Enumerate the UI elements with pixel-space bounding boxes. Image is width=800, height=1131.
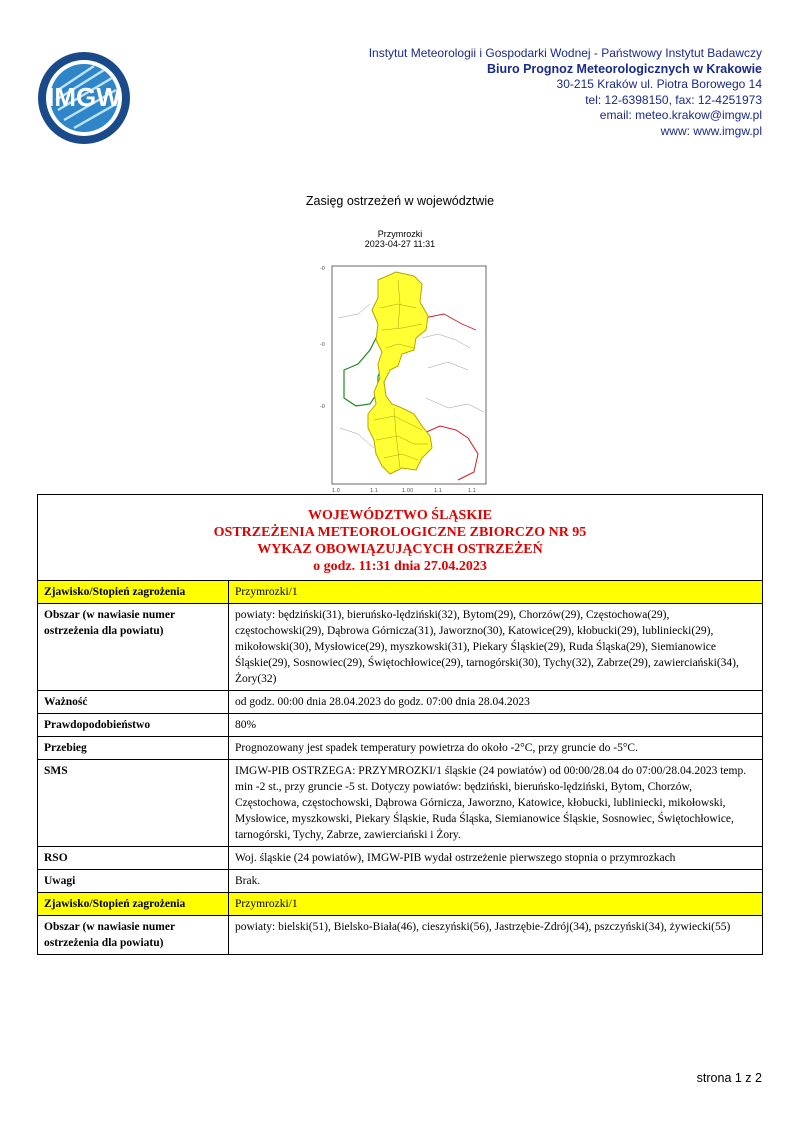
institute-header <box>369 46 762 139</box>
table-row <box>38 737 763 760</box>
office-email: email: meteo.krakow@imgw.pl <box>599 108 762 122</box>
office-address: 30-215 Kraków ul. Piotra Borowego 14 <box>556 77 762 91</box>
logo-text: IMGW <box>47 82 121 112</box>
office-name: Biuro Prognoz Meteorologicznych w Krakowie <box>486 61 762 76</box>
voivodeship-title: WOJEWÓDZTWO ŚLĄSKIE <box>308 508 492 523</box>
table-row <box>38 916 763 955</box>
warning-map <box>318 258 494 494</box>
warning-table <box>37 494 763 955</box>
table-row <box>38 581 763 604</box>
institute-name: Instytut Meteorologii i Gospodarki Wodnej - Państwowy Instytut Badawczy <box>368 46 762 60</box>
row-label: Przebieg <box>38 737 229 760</box>
list-title: WYKAZ OBOWIĄZUJĄCYCH OSTRZEŻEŃ <box>257 542 543 557</box>
row-label: Uwagi <box>38 870 229 893</box>
row-label: SMS <box>38 760 229 847</box>
svg-text:-0: -0 <box>320 342 325 348</box>
section-title: Zasięg ostrzeżeń w województwie <box>305 194 495 208</box>
office-www: www: www.imgw.pl <box>660 123 762 138</box>
page-number: strona 1 z 2 <box>696 1071 762 1085</box>
warning-header <box>38 495 763 581</box>
row-value: powiaty: będziński(31), bieruńsko-lędziński(32), Bytom(29), Chorzów(29), Częstochowa(29), częstochowski(29), Dąbrowa Górnicza(31), Jaworzno(30), Katowice(29), kłobucki(29), lubliniecki(29), mikołowski(30), Mysłowice(29), myszkowski(31), Piekary Śląskie(29), Ruda Śląska(29), Siemianowice Śląskie(29), Sosnowiec(29), Świętochłowice(29), tarnogórski(30), Tychy(32), Zabrze(29), zawierciański(34), Żory(32) <box>229 604 763 691</box>
map-caption <box>0 229 800 249</box>
map-phenomenon: Przymrozki <box>377 229 423 239</box>
row-label: Zjawisko/Stopień zagrożenia <box>38 581 229 604</box>
row-label: Obszar (w nawiasie numer ostrzeżenia dla powiatu) <box>38 604 229 691</box>
svg-text:1.1: 1.1 <box>468 488 476 494</box>
table-row <box>38 893 763 916</box>
row-label: Ważność <box>38 691 229 714</box>
map-timestamp: 2023-04-27 11:31 <box>364 239 436 249</box>
svg-text:1.1: 1.1 <box>434 488 442 494</box>
row-value: Przymrozki/1 <box>229 893 763 916</box>
imgw-logo <box>36 50 132 146</box>
svg-text:-0: -0 <box>320 266 325 272</box>
row-label: Zjawisko/Stopień zagrożenia <box>38 893 229 916</box>
row-value: Przymrozki/1 <box>229 581 763 604</box>
row-value: Brak. <box>229 870 763 893</box>
row-label: Obszar (w nawiasie numer ostrzeżenia dla powiatu) <box>38 916 229 955</box>
row-value: Prognozowany jest spadek temperatury powietrza do około -2°C, przy gruncie do -5°C. <box>229 737 763 760</box>
row-value: IMGW-PIB OSTRZEGA: PRZYMROZKI/1 śląskie (24 powiatów) od 00:00/28.04 do 07:00/28.04.2023 temp. min -2 st., przy gruncie -5 st. Dotyczy powiatów: będziński, bieruńsko-lędziński, Bytom, Chorzów, Częstochowa, częstochowski, Dąbrowa Górnicza, Jaworzno, Katowice, kłobucki, lubliniecki, mikołowski, Mysłowice, myszkowski, Piekary Śląskie, Ruda Śląska, Siemianowice Śląskie, Sosnowiec, Świętochłowice, tarnogórski, Tychy, Zabrze, zawierciański i Żory. <box>229 760 763 847</box>
issue-time: o godz. 11:31 dnia 27.04.2023 <box>313 559 487 574</box>
table-row <box>38 870 763 893</box>
office-phone: tel: 12-6398150, fax: 12-4251973 <box>585 92 762 107</box>
row-label: Prawdopodobieństwo <box>38 714 229 737</box>
row-value: powiaty: bielski(51), Bielsko-Biała(46), cieszyński(56), Jastrzębie-Zdrój(34), pszczyński(34), żywiecki(55) <box>229 916 763 955</box>
row-value: od godz. 00:00 dnia 28.04.2023 do godz. 07:00 dnia 28.04.2023 <box>229 691 763 714</box>
svg-text:-0: -0 <box>320 404 325 410</box>
row-value: Woj. śląskie (24 powiatów), IMGW-PIB wydał ostrzeżenie pierwszego stopnia o przymrozkach <box>229 847 763 870</box>
table-row <box>38 847 763 870</box>
table-row <box>38 714 763 737</box>
table-row <box>38 604 763 691</box>
svg-text:1.1: 1.1 <box>370 488 378 494</box>
table-row <box>38 691 763 714</box>
row-label: RSO <box>38 847 229 870</box>
row-value: 80% <box>229 714 763 737</box>
bulletin-title: OSTRZEŻENIA METEOROLOGICZNE ZBIORCZO NR 95 <box>213 525 587 540</box>
svg-text:1.00: 1.00 <box>402 488 414 494</box>
svg-text:1.0: 1.0 <box>332 488 340 494</box>
table-row <box>38 760 763 847</box>
